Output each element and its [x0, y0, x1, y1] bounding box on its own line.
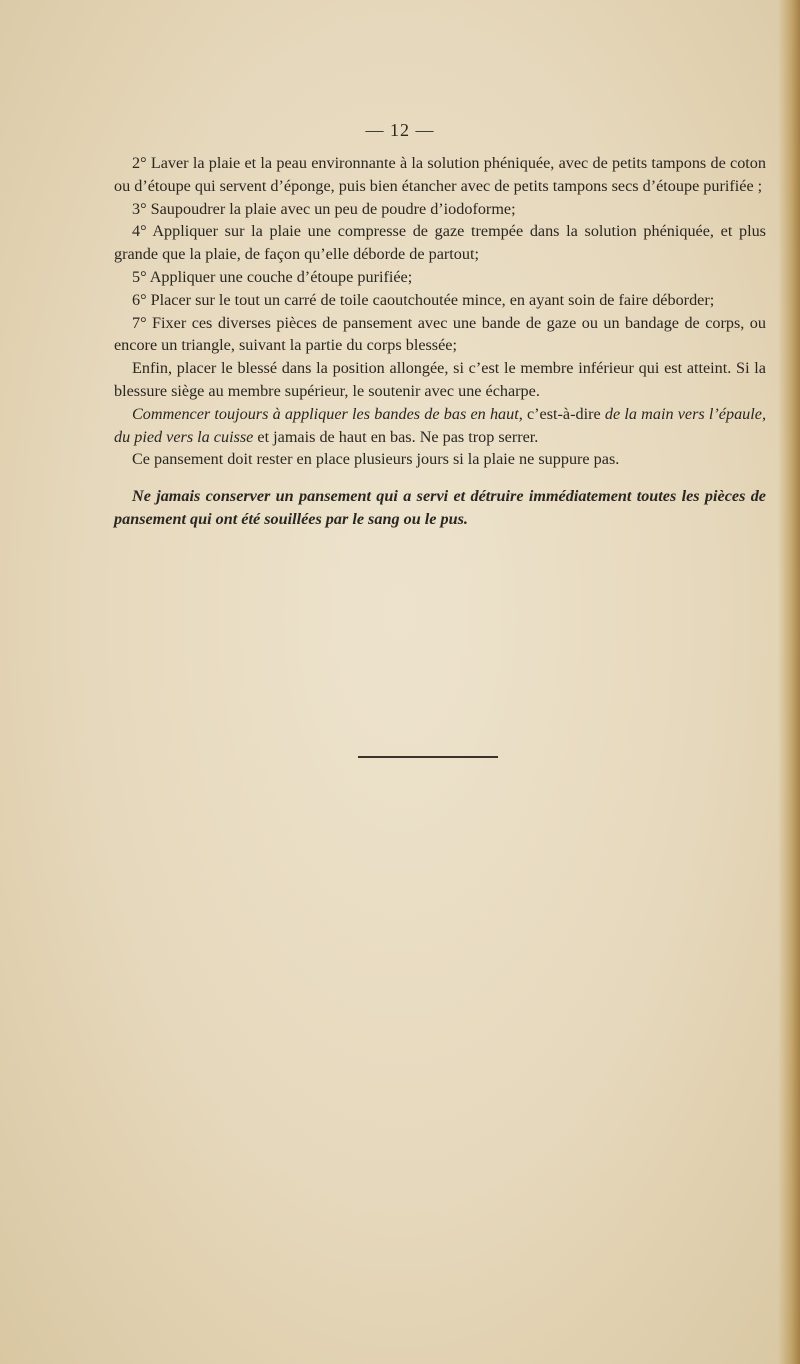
step-2-paragraph: 2° Laver la plaie et la peau environnante à la solution phéniquée, avec de petits tampons de coton ou d’étoupe qui servent d’éponge, puis bien étancher avec de petits tampons secs d’étoupe purifiée ; — [114, 154, 766, 195]
step-7-paragraph: 7° Fixer ces diverses pièces de pansement avec une bande de gaze ou un bandage de corps, ou encore un triangle, suivant la partie du corps blessée; — [114, 313, 766, 355]
instruction-plain-2: et jamais de haut en bas. Ne pas trop serrer. — [253, 427, 539, 446]
step-5-paragraph: 5° Appliquer une couche d’étoupe purifiée; — [132, 267, 413, 286]
end-rule — [358, 756, 498, 758]
body-text — [114, 152, 766, 531]
step-3-paragraph: 3° Saupoudrer la plaie avec un peu de poudre d’iodoforme; — [132, 199, 516, 218]
bandage-instruction-paragraph — [114, 403, 766, 449]
positioning-paragraph: Enfin, placer le blessé dans la position allongée, si c’est le membre inférieur qui est atteint. Si la blessure siège au membre supérieur, le soutenir avec une écharpe. — [114, 359, 766, 400]
step-4-paragraph: 4° Appliquer sur la plaie une compresse de gaze trempée dans la solution phéniquée, et plus grande que la plaie, de façon qu’elle déborde de partout; — [114, 222, 766, 264]
page-number: — 12 — — [365, 120, 435, 140]
step-6-paragraph: 6° Placer sur le tout un carré de toile caoutchoutée mince, en ayant soin de faire déborder; — [132, 290, 715, 309]
warning-paragraph: Ne jamais conserver un pansement qui a servi et détruire immédiatement toutes les pièces de pansement qui ont été souillées par le sang ou le pus. — [114, 487, 766, 528]
instruction-italic-1: Commencer toujours à appliquer les bandes de bas en haut, — [132, 404, 523, 423]
instruction-italic-2: de la main vers l’épaule, du pied vers la cuisse — [114, 404, 766, 446]
duration-paragraph: Ce pansement doit rester en place plusieurs jours si la plaie ne suppure pas. — [132, 450, 620, 469]
instruction-plain-1: c’est-à-dire — [522, 404, 605, 423]
